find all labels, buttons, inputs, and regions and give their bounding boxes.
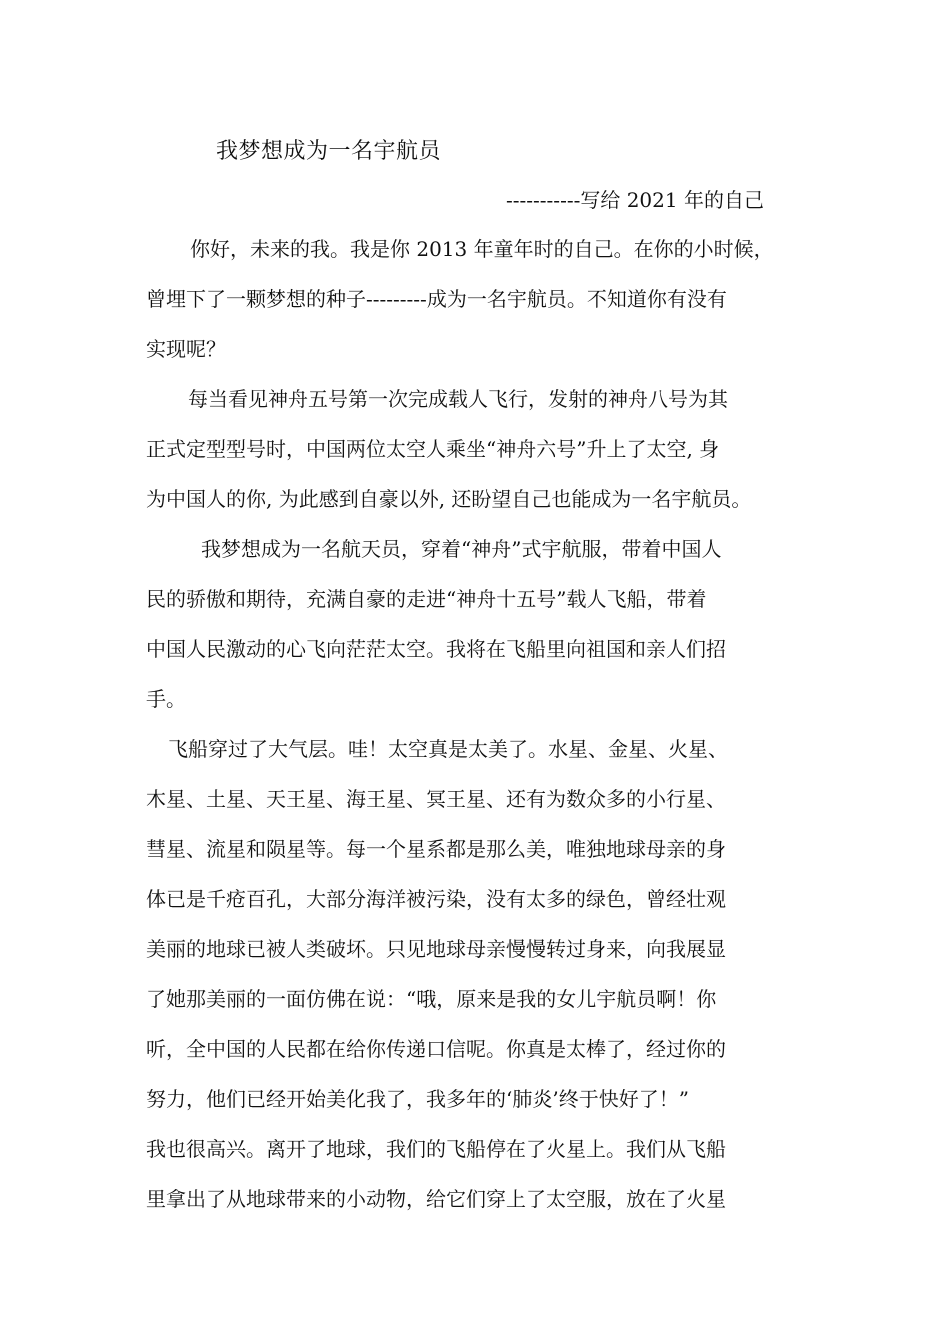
text-line: 手。: [146, 687, 186, 711]
text-line: 你好，未来的我。我是你 2013 年童年时的自己。在你的小时候，: [190, 237, 774, 261]
text-line: 正式定型型号时，中国两位太空人乘坐“神舟六号”升上了太空, 身: [146, 437, 720, 461]
text-line: 美丽的地球已被人类破坏。只见地球母亲慢慢转过身来，向我展显: [146, 937, 726, 961]
text-line: 体已是千疮百孔，大部分海洋被污染，没有太多的绿色，曾经壮观: [146, 887, 726, 911]
text-line: 民的骄傲和期待，充满自豪的走进“神舟十五号”载人飞船，带着: [146, 587, 707, 611]
text-line: 里拿出了从地球带来的小动物，给它们穿上了太空服，放在了火星: [146, 1187, 726, 1211]
document-subtitle: -----------写给 2021 年的自己: [506, 188, 764, 212]
text-line: 中国人民激动的心飞向茫茫太空。我将在飞船里向祖国和亲人们招: [146, 637, 726, 661]
text-line: 每当看见神舟五号第一次完成载人飞行，发射的神舟八号为其: [188, 387, 728, 411]
text-line: 为中国人的你, 为此感到自豪以外, 还盼望自己也能成为一名宇航员。: [146, 487, 752, 511]
text-line: 木星、土星、天王星、海王星、冥王星、还有为数众多的小行星、: [146, 787, 726, 811]
text-line: 听，全中国的人民都在给你传递口信呢。你真是太棒了，经过你的: [146, 1037, 726, 1061]
text-line: 我也很高兴。离开了地球，我们的飞船停在了火星上。我们从飞船: [146, 1137, 726, 1161]
text-line: 努力，他们已经开始美化我了，我多年的‘肺炎’终于快好了！”: [146, 1087, 689, 1111]
document-title: 我梦想成为一名宇航员: [216, 139, 442, 164]
text-line: 飞船穿过了大气层。哇！太空真是太美了。水星、金星、火星、: [168, 737, 728, 761]
text-line: 彗星、流星和陨星等。每一个星系都是那么美，唯独地球母亲的身: [146, 837, 726, 861]
text-line: 了她那美丽的一面仿佛在说：“哦，原来是我的女儿宇航员啊！你: [146, 987, 717, 1011]
document-body: [146, 224, 822, 1224]
text-line: 实现呢？: [146, 337, 226, 361]
text-line: 我梦想成为一名航天员，穿着“神舟”式宇航服，带着中国人: [201, 537, 722, 561]
text-line: 曾埋下了一颗梦想的种子---------成为一名宇航员。不知道你有没有: [146, 287, 727, 311]
